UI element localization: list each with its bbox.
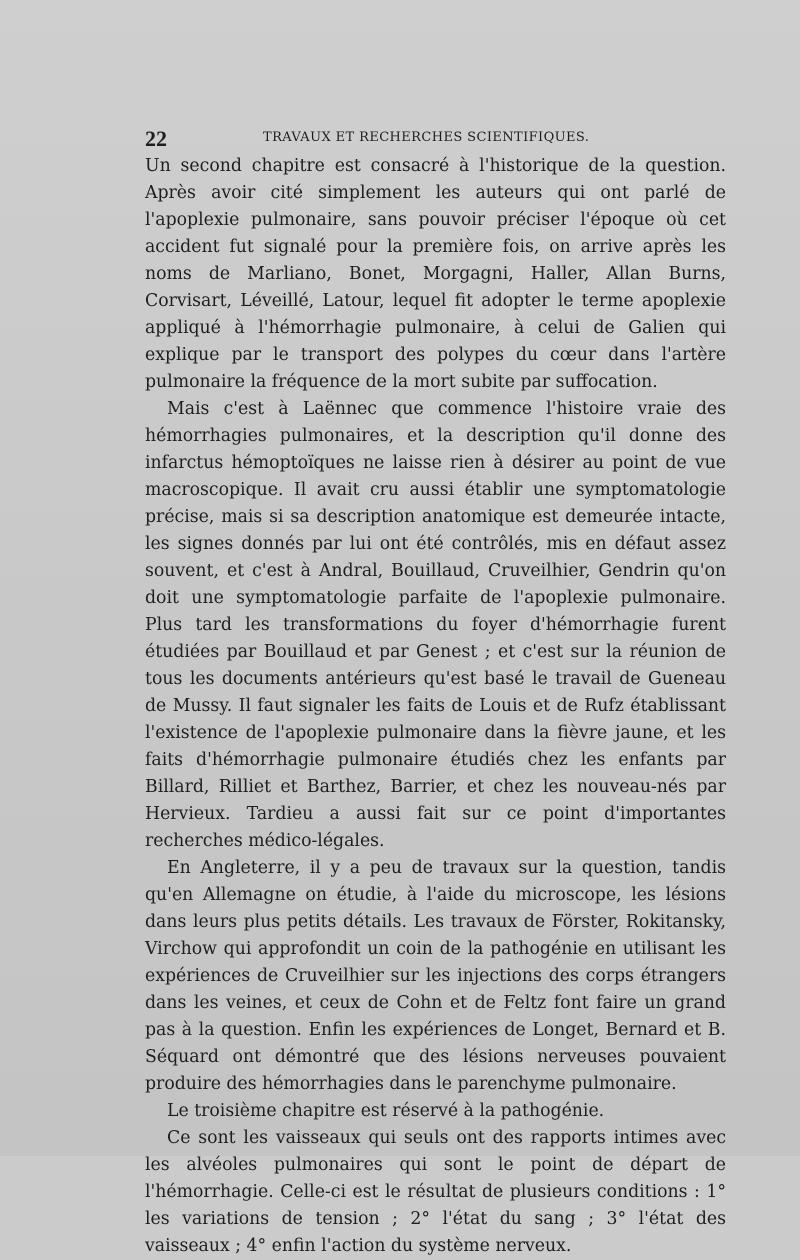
page-body bbox=[145, 153, 726, 1260]
paragraph-angleterre: En Angleterre, il y a peu de travaux sur la question, tandis qu'en Allemagne on étudie, à l'aide du microscope, les lésions dans leurs plus petits détails. Les travaux de Förster, Rokitansky, Virchow qui approfondit un coin de la pathogénie en utilisant les expériences de Cruveilhier sur les injections des corps étrangers dans les veines, et ceux de Cohn et de Feltz font faire un grand pas à la question. Enfin les expériences de Longet, Bernard et B. Séquard ont démontré que des lésions nerveuses pouvaient produire des hémorrhagies dans le parenchyme pulmonaire. bbox=[145, 858, 726, 1094]
page-header bbox=[145, 126, 610, 152]
page-number: 22 bbox=[145, 126, 167, 151]
paragraph-vaisseaux: Ce sont les vaisseaux qui seuls ont des rapports intimes avec les alvéoles pulmonaires qui sont le point de départ de l'hémorrhagie. Celle-ci est le résultat de plusieurs conditions : 1° les variations de tension ; 2° l'état du sang ; 3° l'état des vaisseaux ; 4° enfin l'action du système nerveux. bbox=[145, 1128, 726, 1256]
paragraph-historique: Un second chapitre est consacré à l'historique de la question. Après avoir cité simplement les auteurs qui ont parlé de l'apoplexie pulmonaire, sans pouvoir préciser l'époque où cet accident fut signalé pour la première fois, on arrive après les noms de Marliano, Bonet, Morgagni, Haller, Allan Burns, Corvisart, Léveillé, Latour, lequel fit adopter le terme apoplexie appliqué à l'hémorrhagie pulmonaire, à celui de Galien qui explique par le transport des polypes du cœur dans l'artère pulmonaire la fréquence de la mort subite par suffocation. bbox=[145, 156, 726, 392]
paragraph-laennec: Mais c'est à Laënnec que commence l'histoire vraie des hémorrhagies pulmonaires, et la description qu'il donne des infarctus hémoptoïques ne laisse rien à désirer au point de vue macroscopique. Il avait cru aussi établir une symptomatologie précise, mais si sa description anatomique est demeurée intacte, les signes donnés par lui ont été contrôlés, mis en défaut assez souvent, et c'est à Andral, Bouillaud, Cruveilhier, Gendrin qu'on doit une symptomatologie parfaite de l'apoplexie pulmonaire. Plus tard les transformations du foyer d'hémorrhagie furent étudiées par Bouillaud et par Genest ; et c'est sur la réunion de tous les documents antérieurs qu'est basé le travail de Gueneau de Mussy. Il faut signaler les faits de Louis et de Rufz établissant l'existence de l'apoplexie pulmonaire dans la fièvre jaune, et les faits d'hémorrhagie pulmonaire étudiés chez les enfants par Billard, Rilliet et Barthez, Barrier, et chez les nouveau-nés par Hervieux. Tardieu a aussi fait sur ce point d'importantes recherches médico-légales. bbox=[145, 399, 726, 851]
paragraph-pathogenie-heading: Le troisième chapitre est réservé à la pathogénie. bbox=[167, 1101, 605, 1121]
running-title: TRAVAUX ET RECHERCHES SCIENTIFIQUES. bbox=[263, 130, 590, 145]
